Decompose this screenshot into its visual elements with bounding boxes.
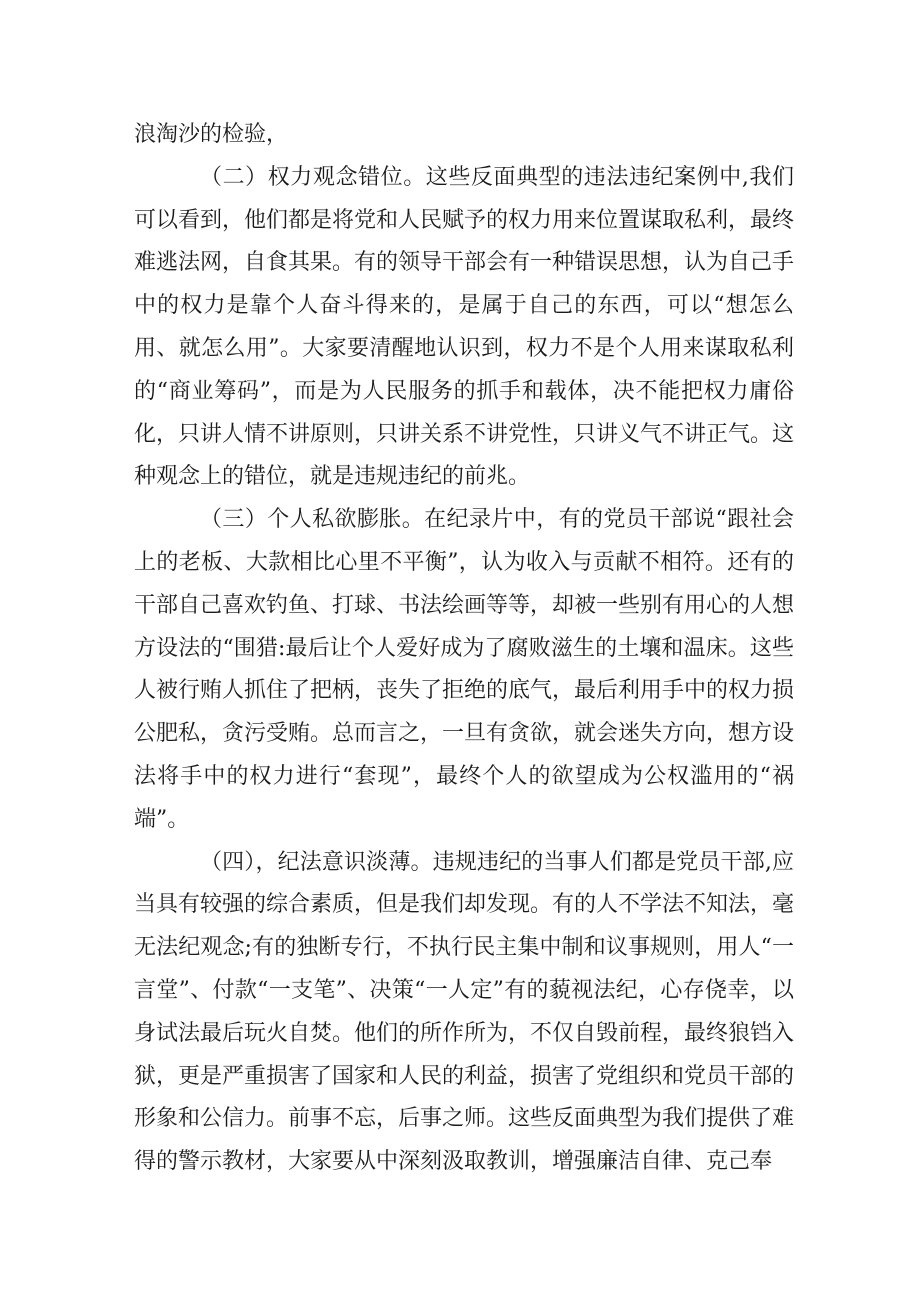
paragraph-continuation: 浪淘沙的检验， [134, 122, 289, 147]
paragraph-section-2: （二）权力观念错位。这些反面典型的违法违纪案例中,我们可以看到，他们都是将党和人民赋予的权力用来位置谋取私利，最终难逃法网，自食其果。有的领导干部会有一种错误思想，认为自己手中的权力是靠个人奋斗得来的，是属于自己的东西，可以“想怎么用、就怎么用”。大家要清醒地认识到，权力不是个人用来谋取私利的“商业筹码”，而是为人民服务的抓手和载体，决不能把权力庸俗化，只讲人情不讲原则，只讲关系不讲党性，只讲义气不讲正气。这种观念上的错位，就是违规违纪的前兆。 [134, 164, 795, 490]
body-text [134, 114, 794, 1184]
paragraph-section-3: （三）个人私欲膨胀。在纪录片中，有的党员干部说“跟社会上的老板、大款相比心里不平衡”，认为收入与贡献不相符。还有的干部自己喜欢钓鱼、打球、书法绘画等等，却被一些别有用心的人想方设法的“围猎:最后让个人爱好成为了腐败滋生的土壤和温床。这些人被行贿人抓住了把柄，丧失了拒绝的底气，最后利用手中的权力损公肥私，贪污受贿。总而言之，一旦有贪欲，就会迷失方向，想方设法将手中的权力进行“套现”，最终个人的欲望成为公权滥用的“祸端”。 [134, 507, 795, 832]
paragraph-section-4: （四），纪法意识淡薄。违规违纪的当事人们都是党员干部,应当具有较强的综合素质，但是我们却发现。有的人不学法不知法，毫无法纪观念;有的独断专行，不执行民主集中制和议事规则，用人“一言堂”、付款“一支笔”、决策“一人定”有的藐视法纪，心存侥幸，以身试法最后玩火自焚。他们的所作所为，不仅自毁前程，最终狼铛入狱，更是严重损害了国家和人民的利益，损害了党组织和党员干部的形象和公信力。前事不忘，后事之师。这些反面典型为我们提供了难得的警示教材，大家要从中深刻汲取教训，增强廉洁自律、克己奉 [134, 849, 795, 1175]
